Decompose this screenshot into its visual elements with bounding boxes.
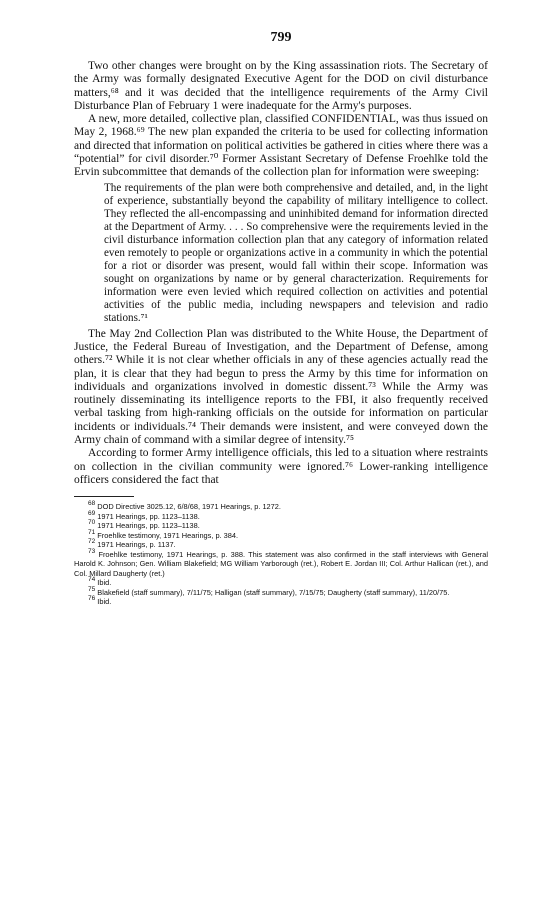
footnote-text: DOD Directive 3025.12, 6/8/68, 1971 Hearings, p. 1272. — [97, 502, 281, 512]
footnote — [74, 502, 488, 512]
footnote-text: Froehlke testimony, 1971 Hearings, p. 388. This statement was also confirmed in the staff interviews with General Harold K. Johnson; Gen. William Blakefield; MG William Yarborough (ret.), Robert E. Jordan III; Col. Arthur Hallican (ret.), and Col. Millard Daugherty (ret.) — [74, 549, 488, 578]
footnote-mark: 73 — [88, 547, 96, 555]
footnote-divider — [74, 496, 134, 497]
body-paragraph: Two other changes were brought on by the King assassination riots. The Secretary of the Army was formally designated Executive Agent for the DOD on civil disturbance matters,⁶⁸ and it was decided that the intelligence requirements of the Army Civil Disturbance Plan of February 1 were inadequate for the Army's purposes. — [74, 60, 488, 112]
footnote — [74, 547, 488, 579]
footnote — [74, 578, 488, 588]
footnote — [74, 509, 488, 522]
page-number: 799 — [270, 30, 292, 45]
footnote-text: Ibid. — [97, 597, 112, 607]
block-quote: The requirements of the plan were both comprehensive and detailed, and, in the light of experience, substantially beyond the capability of military intelligence to collect. They reflected the all-encompassing and uninhibited demand for information directed at the Department of Army. . . . So comprehensive were the requirements levied in the civil disturbance information collection plan that any category of information related even remotely to people or organizations active in a community in which the potential for a riot or disorder was present, would fall within their scope. Information was sought on organizations by name or by general characterization. Requirements for information were even levied which required collection on activities and potential activities of the public media, including newspapers and television and radio stations.⁷¹ — [104, 181, 488, 324]
footnote-mark: 74 — [88, 576, 96, 584]
body-paragraph: A new, more detailed, collective plan, classified CONFIDENTIAL, was thus issued on May 2, 1968.⁶⁹ The new plan expanded the criteria to be used for collecting information and directed that information on political activities be gathered in cities where there was a “potential” for civil disorder.⁷⁰ Former Assistant Secretary of Defense Froehlke told the Ervin subcommittee that demands of the collection plan for information were sweeping: — [74, 113, 488, 179]
footnote-text: 1971 Hearings, pp. 1123–1138. — [97, 511, 200, 521]
footnote-text: 1971 Hearings, pp. 1123–1138. — [97, 521, 200, 531]
footnote — [74, 597, 488, 607]
document-page — [74, 30, 488, 607]
footnote-mark: 70 — [88, 519, 96, 527]
footnote — [74, 540, 488, 550]
footnote-text: Blakefield (staff summary), 7/11/75; Halligan (staff summary), 7/15/75; Daugherty (staff summary), 11/20/75. — [97, 587, 450, 597]
body-paragraph: The May 2nd Collection Plan was distributed to the White House, the Department of Justice, the Federal Bureau of Investigation, and the Department of Defense, among others.⁷² While it is not clear whether officials in any of these agencies actually read the plan, it is clear that they had begun to press the Army by this time for information on individuals and organizations involved in domestic dissent.⁷³ While the Army was routinely disseminating its intelligence reports to the FBI, it also frequently received verbal tasking from high-ranking officials on the outside for information on particular incidents or individuals.⁷⁴ Their demands were insistent, and were conveyed down the Army chain of command with a similar degree of intensity.⁷⁵ — [74, 327, 488, 447]
footnote-text: Froehlke testimony, 1971 Hearings, p. 384. — [97, 530, 239, 540]
footnote-text: Ibid. — [97, 578, 112, 588]
footnote-mark: 69 — [88, 509, 96, 517]
body-paragraph: According to former Army intelligence officials, this led to a situation where restraints on collection in the civilian community were ignored.⁷⁶ Lower-ranking intelligence officers considered the fact that — [74, 447, 488, 486]
footnote-mark: 72 — [88, 538, 96, 546]
footnote-text: 1971 Hearings, p. 1137. — [97, 540, 176, 550]
footnote-mark: 68 — [88, 500, 96, 508]
footnote — [74, 528, 488, 541]
footnote-mark: 71 — [88, 528, 96, 536]
footnotes — [74, 502, 488, 607]
footnote-mark: 75 — [88, 585, 96, 593]
footnote-mark: 76 — [88, 595, 96, 603]
footnote — [74, 585, 488, 598]
footnote — [74, 521, 488, 531]
